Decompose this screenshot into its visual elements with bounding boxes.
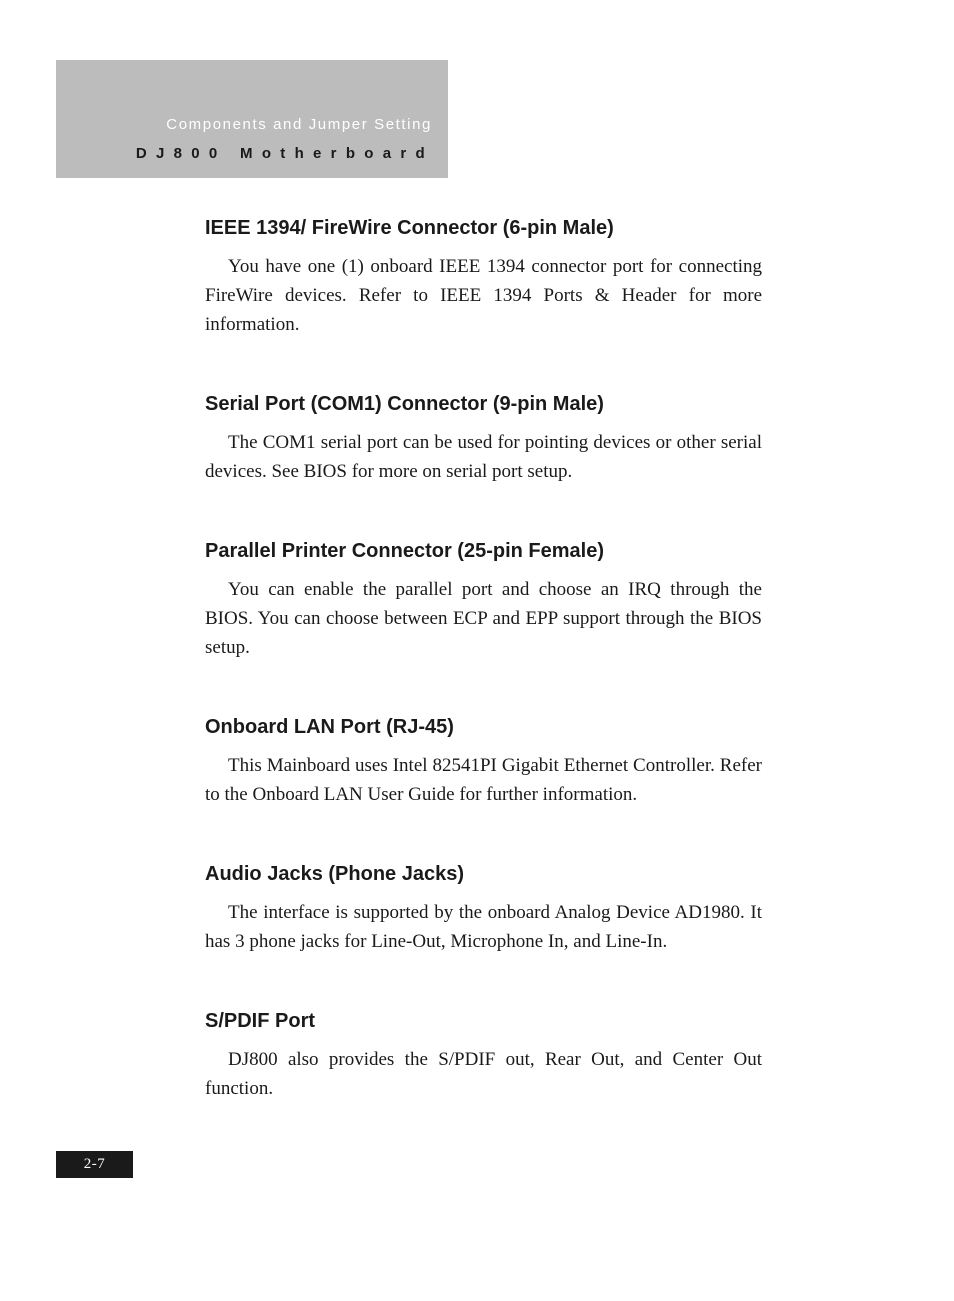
section-body: You can enable the parallel port and choose an IRQ through the BIOS. You can choose between ECP and EPP support through the BIOS setup.	[205, 579, 762, 658]
section-heading: Audio Jacks (Phone Jacks)	[205, 863, 464, 885]
section-audio-jacks	[205, 860, 762, 956]
chapter-title: Components and Jumper Setting	[166, 116, 432, 133]
section-body: The interface is supported by the onboard Analog Device AD1980. It has 3 phone jacks for Line-Out, Microphone In, and Line-In.	[205, 902, 762, 952]
section-body: DJ800 also provides the S/PDIF out, Rear Out, and Center Out function.	[205, 1049, 762, 1099]
section-body: The COM1 serial port can be used for pointing devices or other serial devices. See BIOS for more on serial port setup.	[205, 432, 762, 482]
section-heading: Parallel Printer Connector (25-pin Female)	[205, 540, 604, 562]
section-body: You have one (1) onboard IEEE 1394 connector port for connecting FireWire devices. Refer to IEEE 1394 Ports & Header for more information.	[205, 256, 762, 335]
section-heading: IEEE 1394/ FireWire Connector (6-pin Male)	[205, 217, 614, 239]
section-heading: S/PDIF Port	[205, 1010, 316, 1032]
section-heading: Onboard LAN Port (RJ-45)	[205, 716, 454, 738]
header-band	[56, 60, 448, 178]
section-serial-port	[205, 390, 762, 486]
section-spdif-port	[205, 1007, 762, 1103]
page-content	[205, 214, 762, 1154]
section-body: This Mainboard uses Intel 82541PI Gigabit Ethernet Controller. Refer to the Onboard LAN User Guide for further information.	[205, 755, 762, 805]
section-ieee1394	[205, 214, 762, 339]
section-parallel-port	[205, 537, 762, 662]
product-title: DJ800 Motherboard	[135, 145, 434, 162]
section-heading: Serial Port (COM1) Connector (9-pin Male)	[205, 393, 604, 415]
page-number: 2-7	[56, 1151, 133, 1178]
section-lan-port	[205, 713, 762, 809]
